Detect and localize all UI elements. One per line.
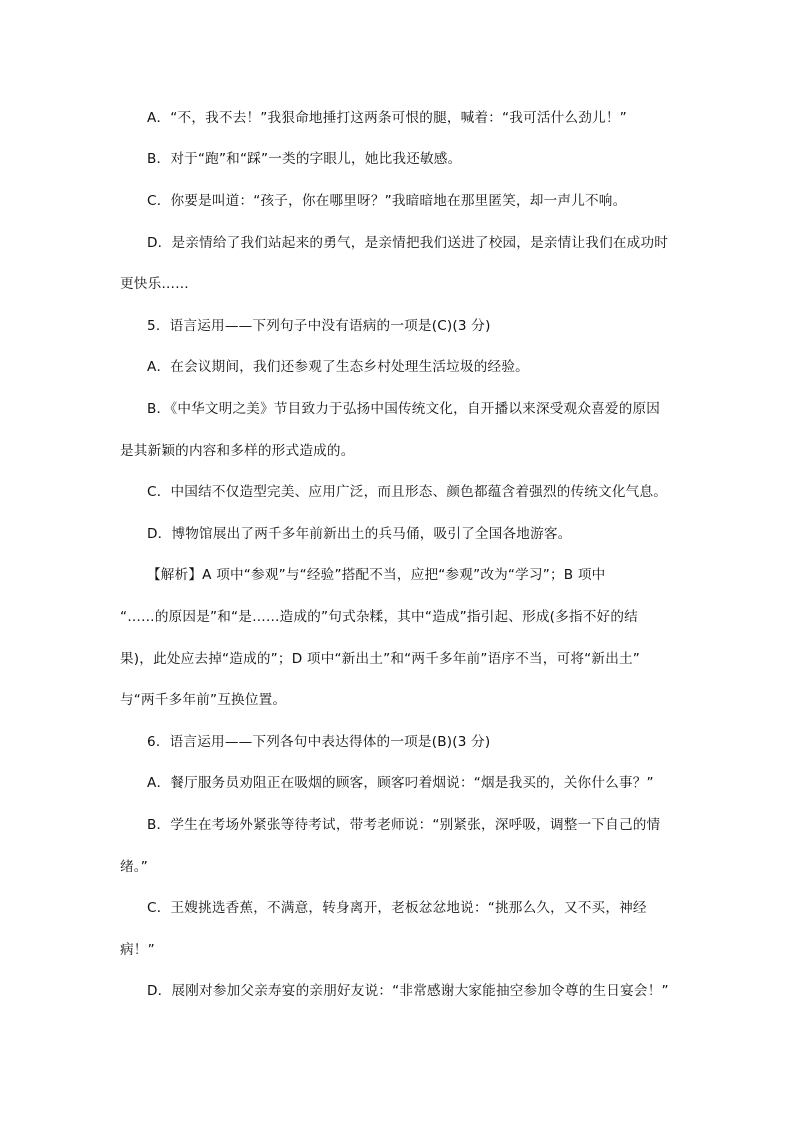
q5-option-a: A．在会议期间，我们还参观了生态乡村处理生活垃圾的经验。 xyxy=(147,359,529,375)
q5-option-b: B．《中华文明之美》节目致力于弘扬中国传统文化，自开播以来深受观众喜爱的原因 xyxy=(147,401,661,417)
q6-option-d: D．展刚对参加父亲寿宴的亲朋好友说：“非常感谢大家能抽空参加令尊的生日宴会！” xyxy=(147,983,669,999)
q5-analysis-line-2: “……的原因是”和“是……造成的”句式杂糅，其中“造成”指引起、形成(多指不好的结 xyxy=(120,609,638,625)
q5-analysis-line-1: 【解析】A 项中“参观”与“经验”搭配不当，应把“参观”改为“学习”；B 项中 xyxy=(147,567,606,583)
question-6-stem: 6．语言运用——下列各句中表达得体的一项是(B)(3 分) xyxy=(147,734,491,750)
q6-option-a: A．餐厅服务员劝阻正在吸烟的顾客，顾客叼着烟说：“烟是我买的，关你什么事？” xyxy=(147,775,654,791)
q4-option-a: A．“不，我不去！”我狠命地捶打这两条可恨的腿，喊着：“我可活什么劲儿！” xyxy=(147,110,627,126)
q4-option-d-continued: 更快乐…… xyxy=(120,276,189,292)
q6-option-b: B．学生在考场外紧张等待考试，带考老师说：“别紧张，深呼吸，调整一下自己的情 xyxy=(147,817,661,833)
q5-analysis-line-3: 果)，此处应去掉“造成的”；D 项中“新出土”和“两千多年前”语序不当，可将“新出土” xyxy=(120,651,641,667)
q6-option-b-continued: 绪。” xyxy=(120,859,149,875)
q5-option-b-continued: 是其新颖的内容和多样的形式造成的。 xyxy=(120,443,355,459)
q4-option-b: B．对于“跑”和“踩”一类的字眼儿，她比我还敏感。 xyxy=(147,151,462,167)
q6-option-c-continued: 病！” xyxy=(120,942,155,958)
q5-option-c: C．中国结不仅造型完美、应用广泛，而且形态、颜色都蕴含着强烈的传统文化气息。 xyxy=(147,484,668,500)
q6-option-c: C．王嫂挑选香蕉，不满意，转身离开，老板忿忿地说：“挑那么久，又不买，神经 xyxy=(147,900,647,916)
q5-analysis-line-4: 与“两千多年前”互换位置。 xyxy=(120,692,287,708)
q5-option-d: D．博物馆展出了两千多年前新出土的兵马俑，吸引了全国各地游客。 xyxy=(147,526,572,542)
question-5-stem: 5．语言运用——下列句子中没有语病的一项是(C)(3 分) xyxy=(147,318,491,334)
q4-option-c: C．你要是叫道：“孩子，你在哪里呀？”我暗暗地在那里匿笑，却一声儿不响。 xyxy=(147,193,627,209)
q4-option-d: D．是亲情给了我们站起来的勇气，是亲情把我们送进了校园，是亲情让我们在成功时 xyxy=(147,235,669,251)
